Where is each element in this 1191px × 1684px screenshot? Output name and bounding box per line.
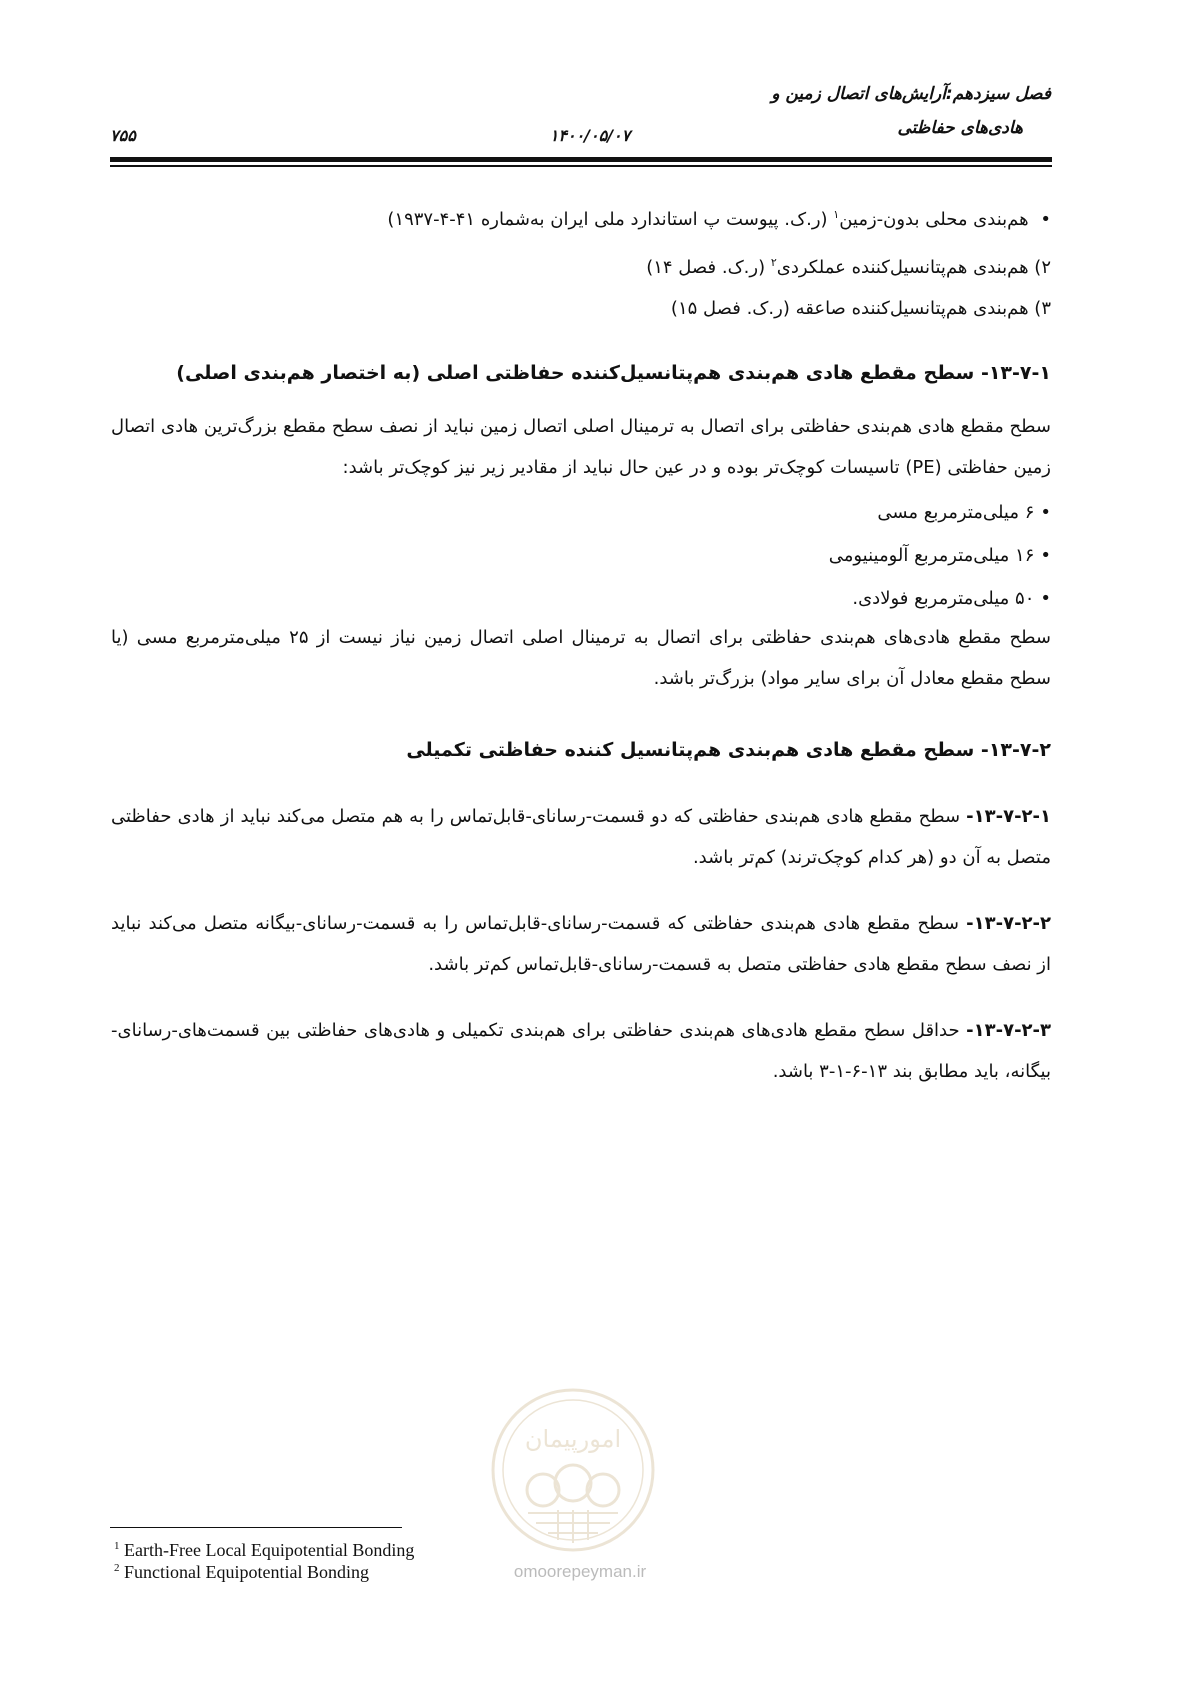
footnote-separator [110,1527,402,1528]
footnote-mark: 1 [114,1540,120,1552]
header-date: ۱۴۰۰/۰۵/۰۷ [549,126,631,145]
section-heading-13-7-1: ۱۳-۷-۱- سطح مقطع هادی هم‌بندی هم‌پتانسیل‌کننده حفاظتی اصلی (به اختصار هم‌بندی اصلی) [176,362,1051,384]
list-item-lightning-bonding: ۳) هم‌بندی هم‌پتانسیل‌کننده صاعقه (ر.ک. فصل ۱۵) [670,298,1051,319]
footnote-ref-1[interactable]: ۱ [833,208,840,221]
chapter-title-line2: هادی‌های حفاظتی [897,118,1023,138]
clause-text: سطح مقطع هادی هم‌بندی حفاظتی که قسمت-رسانای-قابل‌تماس را به قسمت-رسانای-بیگانه متصل می‌کند نباید از نصف سطح مقطع هادی حفاظتی متصل به قسمت-رسانای-قابل‌تماس کم‌تر باشد. [111,913,1051,975]
list-item-functional-bonding [646,248,1051,283]
clause-number: ۱۳-۷-۲-۲- [966,913,1051,934]
list-item-text-rest: (ر.ک. فصل ۱۴) [646,257,771,278]
section-heading-13-7-2: ۱۳-۷-۲- سطح مقطع هادی هم‌بندی هم‌پتانسیل کننده حفاظتی تکمیلی [406,739,1051,761]
header-rule-thin [110,165,1052,167]
footnote-text: Functional Equipotential Bonding [119,1562,369,1582]
paragraph-13-7-2-1 [111,796,1051,878]
list-item-text-rest: (ر.ک. پیوست پ استاندارد ملی ایران به‌شماره ۴۱-۴-۱۹۳۷) [387,209,834,230]
paragraph-13-7-2-2 [111,903,1051,985]
clause-text: سطح مقطع هادی هم‌بندی حفاظتی که دو قسمت-رسانای-قابل‌تماس را به هم متصل می‌کند نباید از هادی حفاظتی متصل به آن دو (هر کدام کوچک‌ترند) کم‌تر باشد. [111,806,1051,868]
watermark-logo-text: امورپیمان [524,1425,622,1453]
clause-text: حداقل سطح مقطع هادی‌های هم‌بندی حفاظتی برای هم‌بندی تکمیلی و هادی‌های حفاظتی بین قسمت‌های-رسانای-بیگانه، باید مطابق بند ۱۳-۶-۱-۳ باشد. [111,1020,1051,1082]
paragraph-13-7-2-3 [111,1010,1051,1092]
watermark-logo-icon [488,1385,658,1555]
bullet-copper-6 [877,498,1051,528]
bullet-text: ۵۰ میلی‌مترمربع فولادی. [852,588,1035,609]
footnote-text: Earth-Free Local Equipotential Bonding [119,1540,415,1560]
page-number: ۷۵۵ [110,126,136,145]
clause-number: ۱۳-۷-۲-۳- [966,1020,1051,1041]
list-item-text: هم‌بندی محلی بدون-زمین [839,209,1029,230]
footnote-1 [114,1536,414,1560]
bullet-text: ۶ میلی‌مترمربع مسی [877,502,1035,523]
header-rule-thick [110,157,1052,162]
list-item-text: ۲) هم‌بندی هم‌پتانسیل‌کننده عملکردی [776,257,1051,278]
chapter-title-line1: فصل سیزدهم:آرایش‌های اتصال زمین و [771,84,1051,104]
bullet-aluminium-16 [829,541,1051,571]
footnote-ref-2[interactable]: ۲ [770,256,777,269]
footnote-2 [114,1558,369,1582]
bullet-steel-50 [852,584,1051,614]
bullet-text: ۱۶ میلی‌مترمربع آلومینیومی [828,545,1035,566]
list-item-earth-free-bonding [387,200,1051,235]
footnote-mark: 2 [114,1562,120,1574]
paragraph-main-bonding-size: سطح مقطع هادی هم‌بندی حفاظتی برای اتصال به ترمینال اصلی اتصال زمین نباید از نصف سطح مقطع بزرگ‌ترین هادی اتصال زمین حفاظتی (PE) تاسیسات کوچک‌تر بوده و در عین حال نباید از مقادیر زیر نیز کوچک‌تر باشد: [111,416,1051,478]
clause-number: ۱۳-۷-۲-۱- [966,806,1051,827]
watermark-site: omoorepeyman.ir [513,1562,647,1581]
paragraph-max-size: سطح مقطع هادی‌های هم‌بندی حفاظتی برای اتصال به ترمینال اصلی اتصال زمین نیاز نیست از ۲۵ میلی‌مترمربع مسی (یا سطح مقطع معادل آن برای سایر مواد) بزرگ‌تر باشد. [111,627,1051,689]
